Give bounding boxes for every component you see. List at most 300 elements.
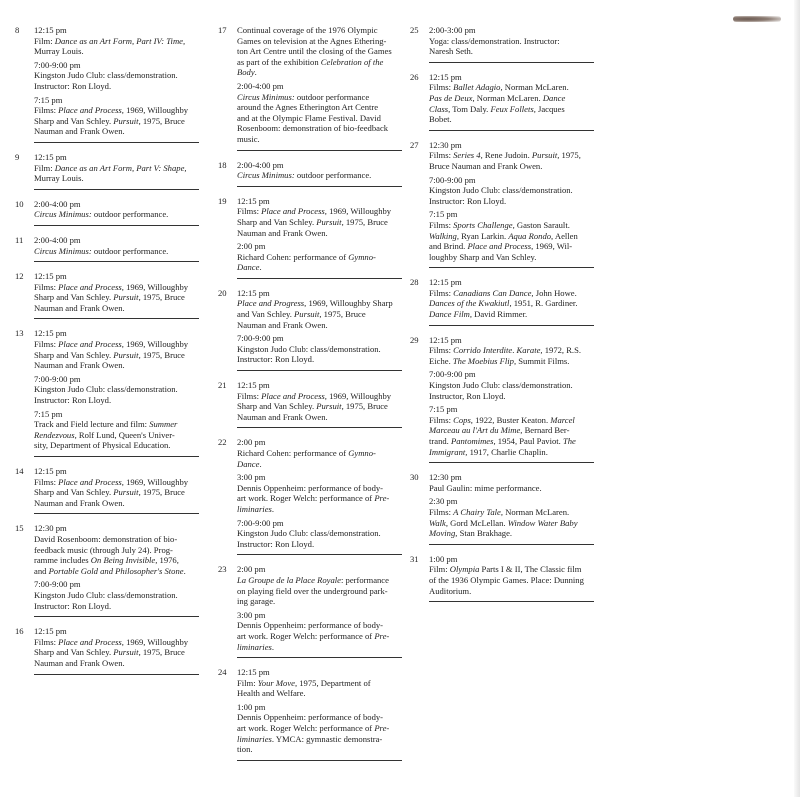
ink-smudge — [733, 16, 781, 22]
day-number: 21 — [218, 380, 227, 391]
work-title: liminaries — [237, 641, 272, 652]
event-line: loughby Sharp and Van Schley. — [429, 251, 537, 262]
event-text: , 1969, Willoughby — [121, 281, 189, 292]
event-text: , 1969, Willoughby — [121, 105, 189, 116]
film-title: Series 4 — [453, 150, 481, 161]
time-slot — [429, 140, 600, 172]
event-text: and — [34, 565, 49, 576]
day-number: 16 — [15, 626, 24, 637]
event-line: tion. — [237, 744, 253, 755]
day-entry-18 — [218, 160, 408, 187]
time-label: 3:00 pm — [237, 472, 266, 483]
company-title: La Groupe de la Place Royale — [237, 574, 341, 585]
event-text: as part of the exhibition — [237, 56, 321, 67]
day-entry-23 — [218, 564, 408, 658]
event-line — [237, 401, 408, 412]
event-line — [429, 528, 600, 539]
schedule-column-1 — [15, 25, 210, 684]
divider-rule — [429, 267, 594, 268]
day-entry-15 — [15, 523, 210, 617]
time-slot — [429, 369, 600, 401]
divider-rule — [237, 186, 402, 187]
page-edge — [794, 0, 800, 797]
film-title: Place and Process — [261, 206, 325, 217]
time-slot — [34, 152, 210, 184]
work-title: Pre- — [374, 723, 390, 734]
event-line — [34, 36, 210, 47]
event-line: Nauman and Frank Owen. — [34, 360, 125, 371]
event-text: , John Howe. — [531, 287, 577, 298]
time-slot — [34, 466, 210, 508]
divider-rule — [34, 261, 199, 262]
film-title: Corrido Interdite — [453, 345, 513, 356]
event-line — [34, 116, 210, 127]
film-title: Marceau au l'Art du Mime — [429, 425, 521, 436]
film-title: Immigrant — [429, 446, 466, 457]
event-line — [429, 356, 600, 367]
time-slot — [429, 554, 600, 596]
divider-rule — [429, 544, 594, 545]
event-title: Circus Minimus: — [237, 170, 295, 181]
event-line: Nauman and Frank Owen. — [34, 126, 125, 137]
event-line: Nauman and Frank Owen. — [237, 227, 328, 238]
work-title: On Being Invisible — [90, 555, 156, 566]
event-text: , Tom Daly. — [448, 103, 491, 114]
day-number: 19 — [218, 195, 227, 206]
divider-rule — [237, 760, 402, 761]
event-line — [429, 518, 600, 529]
event-text: Films: — [429, 150, 454, 161]
film-title: Walk — [429, 517, 446, 528]
exhibition-title: Celebration of the — [320, 56, 384, 67]
work-title: liminaries — [237, 503, 272, 514]
time-label: 12:15 pm — [34, 626, 67, 637]
schedule-column-2 — [218, 25, 408, 770]
event-line: David Rosenboom: demonstration of bio- — [34, 533, 178, 544]
time-label: 2:00 pm — [237, 564, 266, 575]
event-line — [429, 436, 600, 447]
event-line — [34, 163, 210, 174]
divider-rule — [429, 130, 594, 131]
time-label: 2:00 pm — [237, 437, 266, 448]
time-slot — [34, 579, 210, 611]
time-label: 1:00 pm — [429, 553, 458, 564]
event-text: , Norman McLaren. — [500, 82, 569, 93]
event-text: Film: — [34, 162, 55, 173]
event-text: , Aellen — [551, 230, 578, 241]
event-line — [34, 647, 210, 658]
film-title: Dance as an Art Form, Part IV: Time, — [54, 35, 186, 46]
time-slot — [237, 288, 408, 330]
time-slot — [34, 328, 210, 370]
event-line: Kingston Judo Club: class/demonstration. — [34, 70, 178, 81]
event-text: Richard Cohen: performance of — [237, 448, 349, 458]
event-line: Health and Welfare. — [237, 688, 306, 699]
film-title: Pursuit — [113, 115, 139, 126]
event-text: Sharp and Van Schley. — [34, 487, 114, 498]
day-number: 13 — [15, 328, 24, 339]
event-line — [34, 350, 210, 361]
event-text: Film: — [429, 564, 450, 575]
event-line: Rosenboom: demonstration of bio-feedback — [237, 123, 389, 134]
event-text: Films: — [34, 476, 59, 487]
event-line — [237, 252, 408, 263]
event-text: , 1975, Department of — [294, 677, 371, 688]
film-title: Dance Film — [429, 309, 470, 320]
time-slot — [237, 610, 408, 652]
film-title: The — [562, 436, 576, 446]
time-label: 2:30 pm — [429, 496, 458, 507]
event-line — [237, 631, 408, 642]
day-entry-29 — [410, 335, 600, 464]
event-text: outdoor performance. — [294, 170, 372, 181]
time-label: 7:00-9:00 pm — [34, 59, 81, 70]
event-text: , 1975, Bruce — [138, 115, 185, 126]
event-text: trand. — [429, 436, 451, 446]
day-entry-21 — [218, 380, 408, 428]
divider-rule — [34, 189, 199, 190]
event-line: Continual coverage of the 1976 Olympic — [237, 25, 378, 35]
film-title: Class — [429, 103, 449, 114]
event-line: Nauman and Frank Owen. — [34, 497, 125, 508]
event-line — [237, 309, 408, 320]
event-line: Bruce Nauman and Frank Owen. — [429, 160, 543, 171]
event-line: Auditorium. — [429, 585, 472, 596]
film-title: Dance — [542, 92, 566, 103]
event-text: , 1972, R.S. — [540, 345, 582, 356]
event-text: Richard Cohen: performance of — [237, 251, 349, 262]
time-slot — [429, 25, 600, 57]
divider-rule — [34, 318, 199, 319]
event-line: Yoga: class/demonstration. Instructor: — [429, 35, 560, 46]
event-line: on playing field over the underground park- — [237, 585, 388, 596]
event-line: Kingston Judo Club: class/demonstration. — [34, 589, 178, 600]
day-number: 29 — [410, 334, 419, 345]
event-line — [237, 67, 408, 78]
event-text: Sharp and Van Schley. — [237, 401, 317, 412]
time-label: 7:00-9:00 pm — [237, 333, 284, 344]
exhibition-title: Body — [237, 67, 255, 78]
day-entry-9 — [15, 152, 210, 190]
time-label: 12:15 pm — [429, 334, 462, 345]
event-line — [429, 288, 600, 299]
event-text: , 1975, Bruce — [319, 309, 366, 320]
event-text: Films: — [429, 287, 454, 298]
event-text: , — [184, 162, 187, 173]
time-slot — [429, 335, 600, 367]
event-text: Films: — [237, 206, 262, 217]
day-entry-25 — [410, 25, 600, 63]
day-number: 26 — [410, 71, 419, 82]
day-number: 10 — [15, 198, 24, 209]
event-line: feedback music (through July 24). Prog- — [34, 544, 173, 555]
time-label: 1:00 pm — [237, 701, 266, 712]
event-text: Sharp and Van Schley. — [237, 216, 317, 227]
event-text: Films: — [34, 281, 59, 292]
event-text: Films: — [34, 636, 59, 647]
day-entry-8 — [15, 25, 210, 143]
event-text: . YMCA: gymnastic demonstra- — [271, 733, 383, 744]
event-line: Kingston Judo Club: class/demonstration. — [237, 528, 381, 539]
event-text: , Summit Films. — [513, 355, 570, 366]
day-entry-20 — [218, 288, 408, 371]
time-slot — [429, 472, 600, 493]
day-entry-17 — [218, 25, 408, 151]
time-label: 12:15 pm — [237, 287, 270, 298]
day-number: 28 — [410, 277, 419, 288]
event-line: music. — [237, 133, 260, 144]
event-text: Film: — [237, 677, 258, 688]
time-label: 7:15 pm — [429, 209, 458, 220]
time-label: 7:00-9:00 pm — [237, 517, 284, 528]
day-entry-26 — [410, 72, 600, 131]
film-title: Sports Challenge — [453, 219, 513, 230]
day-number: 25 — [410, 25, 419, 35]
time-slot — [237, 380, 408, 422]
time-label: 12:15 pm — [237, 667, 270, 678]
event-line — [237, 170, 408, 181]
event-text: , 1975, Bruce — [341, 401, 388, 412]
event-line — [34, 246, 210, 257]
event-line — [34, 292, 210, 303]
event-title: Circus Minimus: — [34, 209, 92, 220]
divider-rule — [34, 456, 199, 457]
time-slot — [237, 437, 408, 469]
day-number: 12 — [15, 271, 24, 282]
event-text: and Van Schley. — [237, 309, 295, 320]
film-title: Place and Progress — [237, 298, 305, 309]
day-number: 31 — [410, 553, 419, 564]
event-text: . — [271, 641, 275, 652]
event-line — [237, 493, 408, 504]
film-title: Marcel — [550, 414, 575, 425]
event-line — [34, 282, 210, 293]
film-title: Place and Process — [58, 105, 122, 116]
time-label: 12:15 pm — [429, 277, 462, 288]
event-line: ing garage. — [237, 596, 276, 607]
film-title: Pursuit — [316, 216, 342, 227]
film-title: Pursuit — [113, 292, 139, 303]
time-label: 2:00-4:00 pm — [34, 234, 81, 245]
event-line: Nauman and Frank Owen. — [34, 657, 125, 668]
time-label: 12:15 pm — [34, 25, 67, 35]
time-slot — [34, 60, 210, 92]
day-entry-19 — [218, 196, 408, 279]
day-entry-11 — [15, 235, 210, 262]
divider-rule — [237, 427, 402, 428]
day-number: 24 — [218, 667, 227, 678]
event-line: Paul Gaulin: mime performance. — [429, 482, 542, 493]
divider-rule — [237, 370, 402, 371]
film-title: Pursuit — [316, 401, 342, 412]
event-text: , David Rimmer. — [469, 309, 528, 320]
time-label: 12:15 pm — [237, 195, 270, 206]
event-text: , Norman McLaren. — [500, 506, 570, 517]
time-slot — [34, 235, 210, 256]
event-line — [34, 566, 210, 577]
event-text: Film: — [34, 35, 55, 46]
work-title: Dance — [237, 458, 260, 469]
day-number: 17 — [218, 25, 227, 35]
day-number: 11 — [15, 234, 24, 245]
day-entry-27 — [410, 140, 600, 269]
film-title: Pursuit — [113, 647, 139, 658]
time-slot — [34, 95, 210, 137]
event-text: Films: — [429, 219, 454, 230]
divider-rule — [34, 616, 199, 617]
event-text: , 1976, — [155, 555, 179, 566]
time-label: 12:30 pm — [34, 523, 67, 534]
time-label: 12:15 pm — [34, 466, 67, 476]
event-line — [429, 150, 600, 161]
film-title: Cops — [453, 414, 471, 425]
time-label: 2:00 pm — [237, 241, 266, 252]
day-entry-31 — [410, 554, 600, 602]
event-line — [429, 309, 600, 320]
time-slot — [237, 518, 408, 550]
event-line: Dennis Oppenheim: performance of body- — [237, 482, 384, 493]
event-line — [429, 298, 600, 309]
film-title: Place and Process — [58, 281, 122, 292]
event-text: , Gord McLellan. — [445, 517, 508, 528]
event-text: and Brind. — [429, 241, 468, 252]
event-line: Instructor: Ron Lloyd. — [34, 600, 112, 611]
time-slot — [429, 277, 600, 319]
event-line: ton Art Centre until the closing of the Games — [237, 46, 392, 57]
event-text: , Ryan Larkin. — [456, 230, 509, 241]
event-text: Films: — [237, 390, 262, 401]
day-number: 14 — [15, 466, 24, 476]
film-title: Your Move — [257, 677, 295, 688]
time-label: 2:00-3:00 pm — [429, 25, 476, 35]
divider-rule — [429, 462, 594, 463]
time-label: 3:00 pm — [237, 609, 266, 620]
event-line — [34, 555, 210, 566]
film-title: Feux Follets — [490, 103, 534, 114]
film-title: Moving — [429, 528, 456, 539]
divider-rule — [237, 150, 402, 151]
event-line — [34, 430, 210, 441]
time-slot — [237, 196, 408, 238]
work-title: Portable Gold and Philosopher's Stone — [48, 565, 184, 576]
day-number: 23 — [218, 564, 227, 575]
event-line — [237, 206, 408, 217]
day-number: 30 — [410, 472, 419, 483]
time-label: 12:15 pm — [34, 271, 67, 282]
event-text: Sharp and Van Schley. — [34, 115, 114, 126]
time-label: 12:15 pm — [34, 151, 67, 162]
event-text: , Rolf Lund, Queen's Univer- — [74, 429, 175, 440]
event-text: Films: — [429, 506, 454, 517]
event-line — [237, 92, 408, 103]
event-text: , Norman McLaren. — [472, 92, 543, 103]
time-slot — [34, 199, 210, 220]
day-entry-10 — [15, 199, 210, 226]
time-slot — [429, 72, 600, 125]
event-line — [429, 425, 600, 436]
film-title: Canadians Can Dance — [453, 287, 532, 298]
event-text: , 1969, Willoughby — [121, 636, 189, 647]
time-slot — [429, 209, 600, 262]
event-line — [429, 82, 600, 93]
event-line — [34, 637, 210, 648]
time-slot — [237, 241, 408, 273]
event-title: Circus Minimus: — [34, 245, 92, 256]
event-text: , 1951, R. Gardiner. — [509, 298, 578, 309]
event-text: , 1969, Willoughby Sharp — [304, 298, 393, 309]
time-slot — [429, 175, 600, 207]
event-line: Kingston Judo Club: class/demonstration. — [34, 384, 178, 395]
film-title: Place and Process — [261, 390, 325, 401]
time-slot — [34, 25, 210, 57]
event-text: Eiche. — [429, 355, 453, 366]
work-title: Gymno- — [348, 251, 376, 262]
time-slot — [237, 702, 408, 755]
day-number: 20 — [218, 287, 227, 298]
film-title: Walking — [429, 230, 457, 241]
event-line — [429, 93, 600, 104]
event-text: , 1922, Buster Keaton. — [470, 414, 551, 425]
day-number: 18 — [218, 159, 227, 170]
event-text: ramme includes — [34, 555, 91, 566]
day-entry-14 — [15, 466, 210, 514]
time-slot — [237, 160, 408, 181]
event-line: Instructor, Ron Lloyd. — [429, 390, 506, 401]
time-slot — [237, 667, 408, 699]
day-entry-28 — [410, 277, 600, 325]
event-line — [237, 678, 408, 689]
event-line: Murray Louis. — [34, 46, 84, 57]
event-line — [429, 104, 600, 115]
time-slot — [237, 472, 408, 514]
day-entry-13 — [15, 328, 210, 457]
event-text: , 1969, Willoughby — [121, 476, 189, 487]
divider-rule — [34, 142, 199, 143]
event-line — [34, 419, 210, 430]
event-line: of the 1936 Olympic Games. Place: Dunning — [429, 574, 584, 585]
event-line — [429, 507, 600, 518]
event-text: Sharp and Van Schley. — [34, 292, 114, 303]
film-title: Dances of the Kwakiutl — [429, 298, 510, 309]
film-title: Pursuit — [294, 309, 320, 320]
event-line: around the Agnes Etherington Art Centre — [237, 102, 379, 113]
event-line — [237, 262, 408, 273]
time-label: 12:15 pm — [34, 328, 67, 339]
event-text: art work. Roger Welch: performance of — [237, 493, 375, 504]
divider-rule — [34, 513, 199, 514]
event-line: Instructor: Ron Lloyd. — [34, 395, 112, 406]
film-title: Karate — [516, 345, 541, 356]
event-line: and at the Olympic Flame Festival. David — [237, 112, 381, 123]
event-text: : performance — [340, 574, 389, 585]
work-title: liminaries — [237, 733, 272, 744]
time-label: 7:00-9:00 pm — [34, 373, 81, 384]
event-line — [237, 723, 408, 734]
film-title: Place and Process — [58, 476, 122, 487]
event-text: outdoor performance. — [91, 245, 169, 256]
event-text: , Rene Judoin. — [480, 150, 532, 161]
time-label: 7:00-9:00 pm — [34, 579, 81, 590]
film-title: Rendezvous — [34, 429, 75, 440]
event-text: Films: — [34, 105, 59, 116]
event-line: Kingston Judo Club: class/demonstration. — [237, 343, 381, 354]
time-slot — [34, 626, 210, 668]
event-text: , 1969, Wil- — [531, 241, 573, 252]
time-label: 2:00-4:00 pm — [237, 159, 284, 170]
event-line: Dennis Oppenheim: performance of body- — [237, 620, 384, 631]
event-line — [429, 345, 600, 356]
event-line: Instructor: Ron Lloyd. — [429, 195, 507, 206]
